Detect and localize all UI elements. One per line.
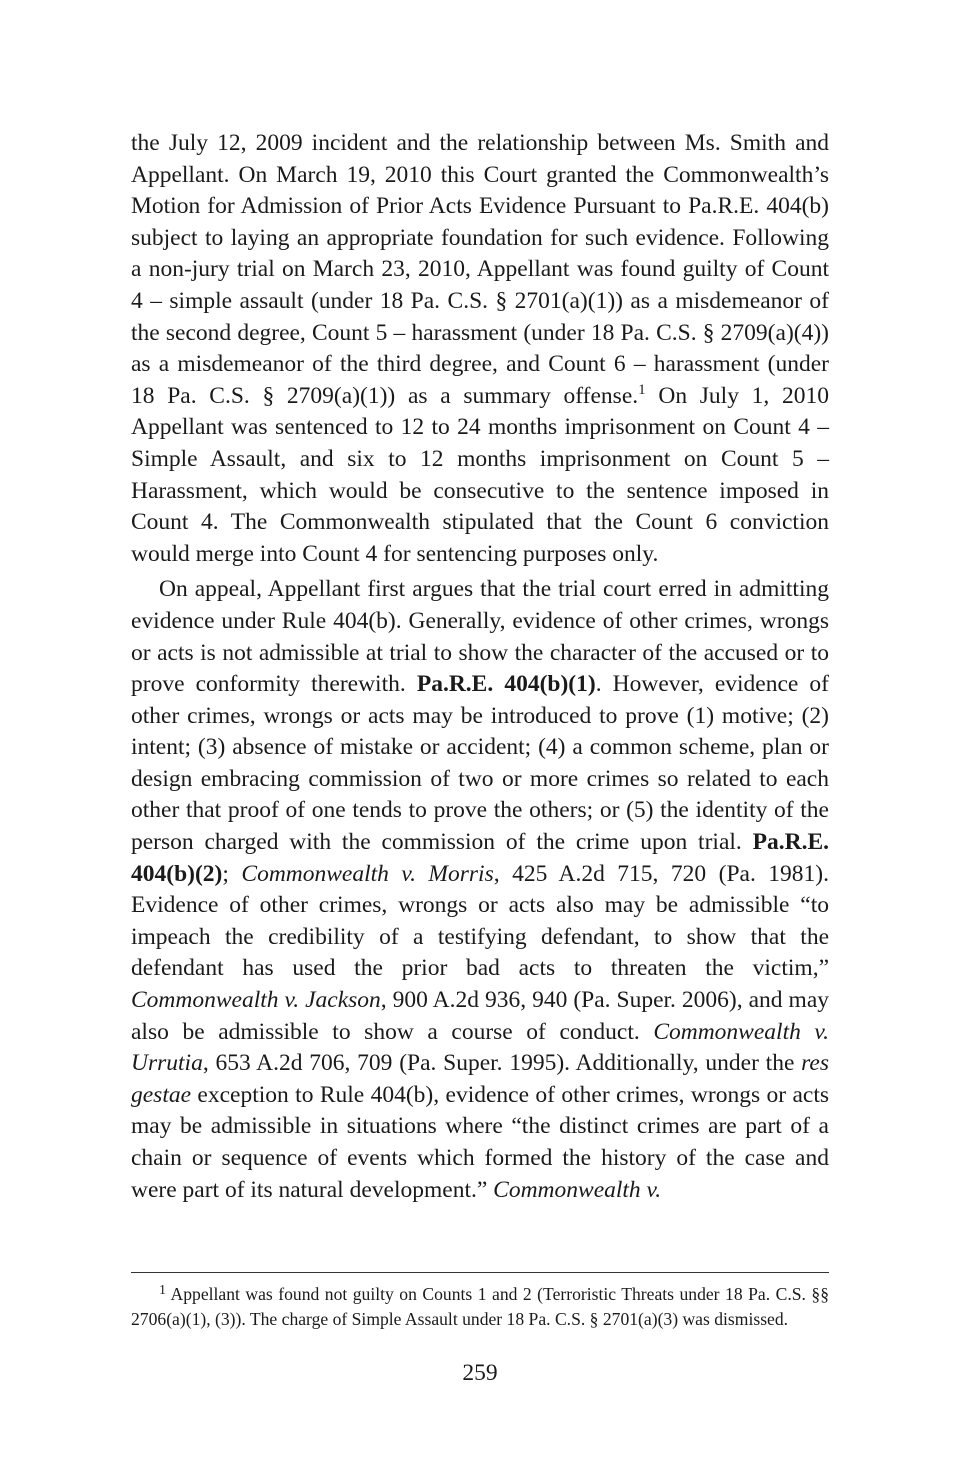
text-run: On July 1, 2010 Appellant was sentenced to 12 to 24 months imprisonment on Count 4 – Simple Assault, and six to 12 months imprisonment on Count 5 – Harassment, which would be consecutive to the sentence imposed in Count 4. The Commonwealth stipulated that the Count 6 conviction would merge into Count 4 for sentencing purposes only. bbox=[131, 382, 829, 567]
text-run: On appeal, Appellant first argues that the trial court erred in admitting evidence under Rule 404(b). Generally, evidence of other crimes, wrongs or acts is not admissible at trial to show the character of the accused or to prove conformity therewith. bbox=[131, 576, 829, 698]
text-run: , 653 A.2d 706, 709 (Pa. Super. 1995). Additionally, under the bbox=[202, 1050, 802, 1077]
footnote-divider bbox=[131, 1272, 829, 1273]
footnote-1 bbox=[131, 1282, 829, 1332]
citation-case: Commonwealth v. Morris bbox=[241, 860, 494, 887]
citation-case: Commonwealth v. bbox=[493, 1176, 662, 1203]
citation-case: res gestae bbox=[131, 1050, 829, 1108]
citation-case: Commonwealth v. Jackson bbox=[131, 987, 381, 1014]
text-run: exception to Rule 404(b), evidence of other crimes, wrongs or acts may be admissible in situations where “the distinct crimes are part of a chain or sequence of events which formed the history of the case and were part of its natural development.” bbox=[131, 1081, 829, 1203]
footnote-text: Appellant was found not guilty on Counts 1 and 2 (Terroristic Threats under 18 Pa. C.S. §§ 2706(a)(1), (3)). The charge of Simple Assault under 18 Pa. C.S. § 2701(a)(3) was dismissed. bbox=[131, 1284, 829, 1329]
text-run: . However, evidence of other crimes, wrongs or acts may be introduced to prove (1) motive; (2) intent; (3) absence of mistake or accident; (4) a common scheme, plan or design embracing commission of two or more crimes so related to each other that proof of one tends to prove the others; or (5) the identity of the person charged with the commission of the crime upon trial. bbox=[131, 671, 830, 856]
text-run: , 900 A.2d 936, 940 (Pa. Super. 2006), and may also be admissible to show a course of conduct. bbox=[131, 987, 830, 1045]
main-text bbox=[131, 128, 829, 1206]
paragraph-1 bbox=[131, 128, 829, 570]
footnote-marker: 1 bbox=[159, 1283, 166, 1298]
paragraph-2 bbox=[131, 574, 829, 1206]
text-run: , 425 A.2d 715, 720 (Pa. 1981). Evidence of other crimes, wrongs or acts also may be admissible “to impeach the credibility of a testifying defendant, to show that the defendant has used the prior bad acts to threaten the victim,” bbox=[131, 860, 830, 982]
footnote-reference: 1 bbox=[638, 381, 646, 398]
citation-rule: Pa.R.E. 404(b)(1) bbox=[416, 671, 596, 698]
text-run: ; bbox=[222, 860, 242, 887]
citation-case: Commonwealth v. Urrutia bbox=[131, 1018, 829, 1077]
citation-rule: Pa.R.E. 404(b)(2) bbox=[131, 829, 829, 887]
page-number: 259 bbox=[462, 1360, 498, 1386]
text-run: the July 12, 2009 incident and the relationship between Ms. Smith and Appellant. On March 19, 2010 this Court granted the Commonwealth’s Motion for Admission of Prior Acts Evidence Pursuant to Pa.R.E. 404(b) subject to laying an appropriate foundation for such evidence. Following a non-jury trial on March 23, 2010, Appellant was found guilty of Count 4 – simple assault (under 18 Pa. C.S. § 2701(a)(1)) as a misdemeanor of the second degree, Count 5 – harassment (under 18 Pa. C.S. § 2709(a)(4)) as a misdemeanor of the third degree, and Count 6 – harassment (under 18 Pa. C.S. § 2709(a)(1)) as a summary offense. bbox=[131, 130, 829, 409]
